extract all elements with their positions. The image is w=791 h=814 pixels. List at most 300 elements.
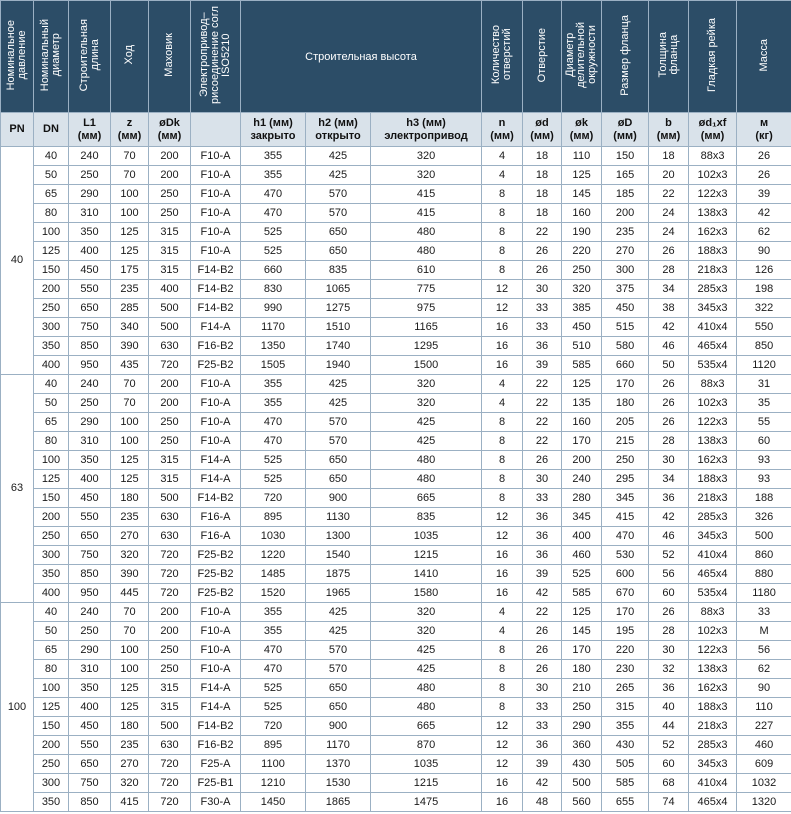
table-cell: F10-A [191, 603, 241, 622]
table-cell: 470 [602, 527, 649, 546]
table-cell: 425 [306, 603, 371, 622]
table-cell: 320 [562, 280, 602, 299]
table-cell: 585 [602, 774, 649, 793]
table-cell: F10-A [191, 223, 241, 242]
table-cell: 400 [34, 356, 69, 375]
table-cell: F10-A [191, 242, 241, 261]
table-cell: 36 [523, 508, 562, 527]
table-cell: 100 [111, 432, 149, 451]
table-cell: 26 [649, 242, 689, 261]
table-cell: F30-A [191, 793, 241, 812]
table-cell: 650 [69, 755, 111, 774]
table-cell: 170 [562, 641, 602, 660]
table-cell: 235 [111, 280, 149, 299]
table-cell: 425 [306, 166, 371, 185]
table-cell: 8 [482, 660, 523, 679]
table-row [1, 223, 791, 242]
table-cell: 350 [69, 223, 111, 242]
table-cell: 850 [69, 337, 111, 356]
table-cell: 33 [523, 318, 562, 337]
table-cell: 8 [482, 242, 523, 261]
table-cell: 1030 [241, 527, 306, 546]
table-cell: 355 [241, 375, 306, 394]
table-cell: 30 [649, 451, 689, 470]
table-row [1, 698, 791, 717]
table-cell: 188x3 [689, 698, 737, 717]
table-cell: 385 [562, 299, 602, 318]
table-cell: 425 [371, 660, 482, 679]
table-cell: 30 [649, 641, 689, 660]
table-cell: 570 [306, 432, 371, 451]
table-cell: 550 [737, 318, 791, 337]
table-cell: 12 [482, 755, 523, 774]
table-cell: 360 [562, 736, 602, 755]
table-cell: 44 [649, 717, 689, 736]
table-cell: 410x4 [689, 774, 737, 793]
table-cell: 250 [149, 660, 191, 679]
table-cell: 33 [523, 489, 562, 508]
table-cell: 465x4 [689, 793, 737, 812]
table-cell: 250 [149, 204, 191, 223]
table-cell: 390 [111, 337, 149, 356]
table-row [1, 489, 791, 508]
table-cell: 720 [149, 774, 191, 793]
table-cell: F14-B2 [191, 299, 241, 318]
table-cell: 585 [562, 584, 602, 603]
table-cell: 36 [523, 736, 562, 755]
table-cell: 205 [602, 413, 649, 432]
table-cell: 720 [241, 489, 306, 508]
table-cell: 125 [111, 470, 149, 489]
header-row [1, 1, 791, 113]
table-cell: 31 [737, 375, 791, 394]
table-cell: 535x4 [689, 584, 737, 603]
table-cell: 470 [241, 641, 306, 660]
table-cell: 42 [737, 204, 791, 223]
table-cell: 655 [602, 793, 649, 812]
table-cell: 525 [241, 698, 306, 717]
table-cell: 8 [482, 204, 523, 223]
table-cell: 315 [149, 679, 191, 698]
table-cell: 26 [523, 622, 562, 641]
table-cell: F14-B2 [191, 489, 241, 508]
table-cell: 150 [34, 489, 69, 508]
table-cell: F10-A [191, 641, 241, 660]
table-cell: 415 [371, 204, 482, 223]
table-cell: 515 [602, 318, 649, 337]
unit-wheel: øDk (мм) [149, 113, 191, 147]
table-cell: 650 [306, 223, 371, 242]
table-cell: 18 [523, 147, 562, 166]
table-cell: 56 [737, 641, 791, 660]
table-cell: 850 [69, 565, 111, 584]
table-cell: 1120 [737, 356, 791, 375]
header-flange-thk: Толщина фланца [649, 1, 689, 113]
table-cell: 240 [69, 603, 111, 622]
table-cell: 50 [34, 394, 69, 413]
table-cell: 445 [111, 584, 149, 603]
unit-pn: PN [1, 113, 34, 147]
table-cell: 150 [602, 147, 649, 166]
table-cell: 250 [149, 641, 191, 660]
table-cell: 240 [69, 375, 111, 394]
table-row [1, 508, 791, 527]
table-cell: 46 [649, 527, 689, 546]
table-cell: 500 [149, 299, 191, 318]
table-cell: 12 [482, 717, 523, 736]
table-cell: 70 [111, 147, 149, 166]
table-cell: 135 [562, 394, 602, 413]
table-cell: 425 [306, 375, 371, 394]
table-cell: F14-B2 [191, 717, 241, 736]
table-cell: 525 [241, 470, 306, 489]
table-cell: 1410 [371, 565, 482, 584]
table-cell: 110 [562, 147, 602, 166]
table-cell: 326 [737, 508, 791, 527]
table-row [1, 736, 791, 755]
table-cell: 1510 [306, 318, 371, 337]
table-cell: 110 [737, 698, 791, 717]
table-cell: 88x3 [689, 375, 737, 394]
table-cell: 8 [482, 432, 523, 451]
table-cell: 102x3 [689, 394, 737, 413]
table-cell: 580 [602, 337, 649, 356]
table-cell: F10-A [191, 413, 241, 432]
table-cell: 340 [111, 318, 149, 337]
table-cell: F10-A [191, 166, 241, 185]
table-cell: 34 [649, 280, 689, 299]
table-row [1, 432, 791, 451]
table-cell: 125 [111, 679, 149, 698]
table-row [1, 185, 791, 204]
table-cell: 122x3 [689, 185, 737, 204]
table-cell: 200 [149, 603, 191, 622]
table-cell: 290 [69, 185, 111, 204]
table-cell: 42 [523, 584, 562, 603]
table-cell: 42 [649, 508, 689, 527]
table-cell: 198 [737, 280, 791, 299]
table-cell: 218x3 [689, 261, 737, 280]
table-cell: 609 [737, 755, 791, 774]
table-row [1, 280, 791, 299]
table-cell: F16-A [191, 527, 241, 546]
table-cell: 290 [69, 413, 111, 432]
table-cell: 40 [34, 375, 69, 394]
table-cell: 26 [523, 660, 562, 679]
table-cell: 975 [371, 299, 482, 318]
table-cell: 720 [149, 584, 191, 603]
table-cell: 350 [34, 793, 69, 812]
table-cell: 30 [523, 679, 562, 698]
table-cell: 470 [241, 185, 306, 204]
table-cell: 60 [649, 584, 689, 603]
header-mass: Масса [737, 1, 791, 113]
table-cell: 200 [149, 166, 191, 185]
table-cell: 70 [111, 375, 149, 394]
table-cell: 315 [149, 261, 191, 280]
table-cell: 570 [306, 413, 371, 432]
table-row [1, 793, 791, 812]
table-cell: 185 [602, 185, 649, 204]
unit-h2: h2 (мм) открыто [306, 113, 371, 147]
table-cell: 720 [241, 717, 306, 736]
table-cell: 250 [149, 413, 191, 432]
table-cell: 62 [737, 660, 791, 679]
table-cell: 24 [649, 223, 689, 242]
table-cell: 33 [523, 717, 562, 736]
table-cell: 170 [562, 432, 602, 451]
table-cell: 470 [241, 413, 306, 432]
table-cell: 1170 [241, 318, 306, 337]
table-row [1, 375, 791, 394]
table-cell: 200 [149, 375, 191, 394]
table-row [1, 584, 791, 603]
table-cell: 160 [562, 204, 602, 223]
table-cell: 36 [523, 546, 562, 565]
table-cell: 285x3 [689, 508, 737, 527]
table-cell: 22 [523, 432, 562, 451]
table-row [1, 717, 791, 736]
table-cell: 270 [111, 527, 149, 546]
table-cell: 12 [482, 736, 523, 755]
table-cell: 300 [34, 318, 69, 337]
table-cell: 500 [149, 717, 191, 736]
table-cell: 32 [649, 660, 689, 679]
table-cell: 150 [34, 717, 69, 736]
table-cell: 280 [562, 489, 602, 508]
table-cell: 240 [562, 470, 602, 489]
table-cell: 410x4 [689, 318, 737, 337]
table-cell: 1370 [306, 755, 371, 774]
table-cell: 425 [371, 413, 482, 432]
table-cell: F10-A [191, 622, 241, 641]
table-cell: 200 [149, 147, 191, 166]
table-cell: 550 [69, 736, 111, 755]
table-cell: 425 [371, 641, 482, 660]
table-cell: 430 [602, 736, 649, 755]
table-cell: F10-A [191, 185, 241, 204]
header-height: Строительная высота [241, 1, 482, 113]
table-cell: 1165 [371, 318, 482, 337]
table-cell: 345 [602, 489, 649, 508]
header-actuator: Электропривод– рисоединение согл ISO5210 [191, 1, 241, 113]
table-cell: 165 [602, 166, 649, 185]
table-cell: 170 [602, 375, 649, 394]
table-cell: 1530 [306, 774, 371, 793]
table-cell: F14-A [191, 698, 241, 717]
table-row [1, 641, 791, 660]
table-row [1, 318, 791, 337]
table-cell: F25-A [191, 755, 241, 774]
header-hole: Отверстие [523, 1, 562, 113]
table-cell: 310 [69, 432, 111, 451]
table-cell: 230 [602, 660, 649, 679]
table-cell: 250 [34, 527, 69, 546]
table-cell: 16 [482, 584, 523, 603]
table-cell: 180 [602, 394, 649, 413]
table-cell: 80 [34, 660, 69, 679]
table-cell: 315 [602, 698, 649, 717]
table-cell: 550 [69, 280, 111, 299]
table-cell: 535x4 [689, 356, 737, 375]
table-cell: 410x4 [689, 546, 737, 565]
table-cell: 28 [649, 432, 689, 451]
header-z: Ход [111, 1, 149, 113]
table-cell: 650 [69, 527, 111, 546]
unit-hole: ød (мм) [523, 113, 562, 147]
table-cell: 750 [69, 546, 111, 565]
table-cell: 8 [482, 185, 523, 204]
table-cell: 1865 [306, 793, 371, 812]
table-cell: 100 [111, 185, 149, 204]
table-cell: 22 [649, 185, 689, 204]
table-cell: F25-B2 [191, 584, 241, 603]
table-cell: 190 [562, 223, 602, 242]
table-cell: 750 [69, 774, 111, 793]
table-cell: 250 [562, 698, 602, 717]
table-cell: 322 [737, 299, 791, 318]
table-cell: 570 [306, 660, 371, 679]
table-cell: 880 [737, 565, 791, 584]
unit-h1: h1 (мм) закрыто [241, 113, 306, 147]
table-row [1, 660, 791, 679]
table-cell: 320 [371, 166, 482, 185]
table-cell: 570 [306, 185, 371, 204]
table-row [1, 299, 791, 318]
table-cell: F14-A [191, 679, 241, 698]
table-cell: F10-A [191, 375, 241, 394]
table-cell: 200 [34, 280, 69, 299]
table-cell: 62 [737, 223, 791, 242]
table-cell: 720 [149, 356, 191, 375]
table-cell: 16 [482, 565, 523, 584]
table-cell: 1540 [306, 546, 371, 565]
table-cell: 835 [371, 508, 482, 527]
table-cell: 1215 [371, 774, 482, 793]
table-cell: 240 [69, 147, 111, 166]
table-cell: 1320 [737, 793, 791, 812]
table-cell: 570 [306, 641, 371, 660]
table-cell: 125 [111, 223, 149, 242]
table-cell: 550 [69, 508, 111, 527]
table-cell: 720 [149, 755, 191, 774]
table-cell: 30 [523, 470, 562, 489]
table-cell: 315 [149, 698, 191, 717]
table-cell: 16 [482, 318, 523, 337]
table-cell: 1220 [241, 546, 306, 565]
table-cell: 16 [482, 546, 523, 565]
table-cell: 100 [111, 204, 149, 223]
table-cell: 320 [371, 375, 482, 394]
table-cell: 665 [371, 717, 482, 736]
table-cell: 22 [523, 223, 562, 242]
table-cell: 1035 [371, 755, 482, 774]
table-cell: 125 [562, 603, 602, 622]
table-cell: 180 [111, 489, 149, 508]
table-cell: 315 [149, 223, 191, 242]
table-cell: 500 [737, 527, 791, 546]
table-cell: 320 [371, 622, 482, 641]
table-cell: 188x3 [689, 470, 737, 489]
table-cell: 195 [602, 622, 649, 641]
table-cell: 1300 [306, 527, 371, 546]
table-cell: 525 [562, 565, 602, 584]
table-cell: 250 [34, 755, 69, 774]
table-cell: 1875 [306, 565, 371, 584]
table-cell: 36 [523, 337, 562, 356]
table-cell: 480 [371, 223, 482, 242]
table-cell: 70 [111, 603, 149, 622]
table-cell: 315 [149, 242, 191, 261]
table-cell: 235 [602, 223, 649, 242]
table-cell: 720 [149, 565, 191, 584]
table-cell: 36 [649, 489, 689, 508]
table-cell: 90 [737, 679, 791, 698]
table-cell: 400 [69, 698, 111, 717]
table-cell: 285 [111, 299, 149, 318]
unit-flange-thk: b (мм) [649, 113, 689, 147]
table-row [1, 394, 791, 413]
table-cell: 585 [562, 356, 602, 375]
table-cell: 320 [371, 147, 482, 166]
table-cell: 80 [34, 204, 69, 223]
table-cell: 39 [523, 755, 562, 774]
table-cell: 1130 [306, 508, 371, 527]
table-cell: 210 [562, 679, 602, 698]
table-cell: 93 [737, 470, 791, 489]
table-cell: 900 [306, 489, 371, 508]
table-cell: 22 [523, 375, 562, 394]
table-cell: 400 [34, 584, 69, 603]
table-cell: 1065 [306, 280, 371, 299]
table-cell: 162x3 [689, 679, 737, 698]
table-cell: 180 [562, 660, 602, 679]
table-cell: 218x3 [689, 717, 737, 736]
table-cell: F25-B2 [191, 356, 241, 375]
table-cell: 465x4 [689, 337, 737, 356]
table-row [1, 451, 791, 470]
table-cell: 4 [482, 147, 523, 166]
table-cell: 435 [111, 356, 149, 375]
table-cell: 1940 [306, 356, 371, 375]
table-cell: 895 [241, 508, 306, 527]
table-cell: F14-B2 [191, 280, 241, 299]
table-cell: 60 [737, 432, 791, 451]
table-cell: 355 [602, 717, 649, 736]
table-cell: 950 [69, 584, 111, 603]
table-cell: 480 [371, 242, 482, 261]
table-cell: 16 [482, 337, 523, 356]
table-cell: 200 [602, 204, 649, 223]
table-cell: 290 [69, 641, 111, 660]
table-cell: 415 [111, 793, 149, 812]
table-cell: 270 [111, 755, 149, 774]
table-cell: 510 [562, 337, 602, 356]
table-cell: 500 [149, 318, 191, 337]
table-cell: 16 [482, 356, 523, 375]
table-cell: F16-B2 [191, 337, 241, 356]
unit-n: n (мм) [482, 113, 523, 147]
table-cell: 8 [482, 223, 523, 242]
table-cell: 33 [523, 698, 562, 717]
unit-pitch: øk (мм) [562, 113, 602, 147]
table-cell: 775 [371, 280, 482, 299]
table-cell: 48 [523, 793, 562, 812]
table-cell: 8 [482, 413, 523, 432]
table-cell: 900 [306, 717, 371, 736]
table-cell: 1035 [371, 527, 482, 546]
header-wheel: Маховик [149, 1, 191, 113]
